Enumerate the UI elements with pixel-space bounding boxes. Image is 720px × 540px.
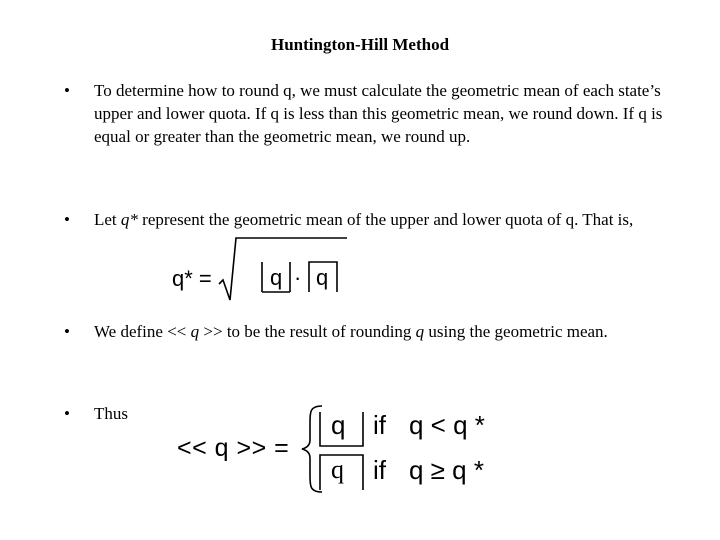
text-segment: Let: [94, 210, 121, 229]
case2-value: q: [331, 455, 344, 484]
case1-condition: q < q *: [409, 410, 485, 440]
math-variable: q: [190, 322, 200, 341]
text-segment: >> to be the result of rounding: [199, 322, 416, 341]
formula-lhs: << q >> =: [177, 434, 290, 462]
bullet-marker: •: [64, 210, 70, 229]
text-segment: using the geometric mean.: [424, 322, 608, 341]
math-variable: q*: [120, 210, 138, 229]
bullet-marker: •: [64, 404, 70, 423]
case1-if: if: [373, 410, 386, 440]
text-segment: We define <<: [94, 322, 191, 341]
case2-condition: q ≥ q *: [409, 455, 484, 485]
bullet-marker: •: [64, 81, 70, 100]
bullet-text-thus: Thus: [94, 404, 128, 423]
bullet-text-rounding: To determine how to round q, we must calculate the geometric mean of each state’s upper and lower quota. If q is less than this geometric mean, we round down. If q is equal or greater than the geometric mean, we round up.: [94, 81, 663, 146]
page-title: Huntington-Hill Method: [270, 35, 450, 54]
case2-if: if: [373, 455, 386, 485]
bullet-marker: •: [64, 322, 70, 341]
math-variable: q: [415, 322, 425, 341]
formula-ceil-q: q: [316, 265, 329, 290]
formula-dot: ·: [294, 265, 302, 290]
case1-value: q: [331, 410, 346, 440]
formula-floor-q: q: [270, 265, 283, 290]
text-segment: represent the geometric mean of the upper and lower quota of q. That is,: [137, 210, 634, 229]
formula-lhs: q* =: [172, 266, 212, 291]
